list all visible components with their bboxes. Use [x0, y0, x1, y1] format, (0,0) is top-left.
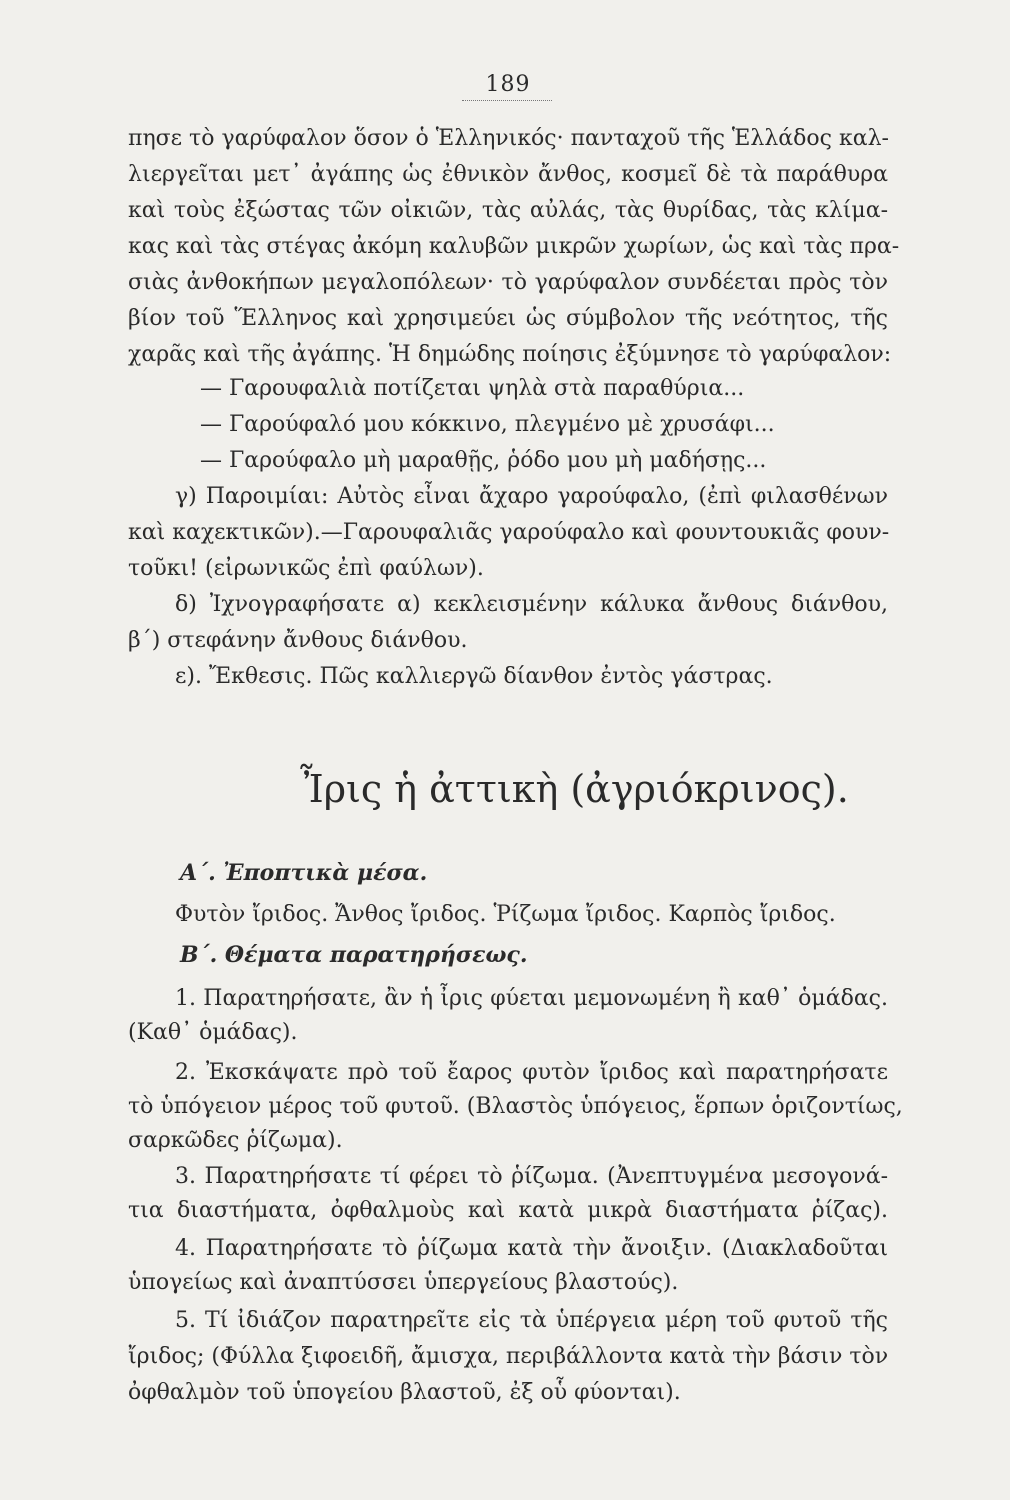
paragraph-line: κας καὶ τὰς στέγας ἀκόμη καλυβῶν μικρῶν χωρίων, ὡς καὶ τὰς πρα-: [128, 234, 900, 259]
song-line: — Γαρούφαλό μου κόκκινο, πλεγμένο μὲ χρυσάφι...: [200, 412, 775, 437]
question-line: τὸ ὑπόγειον μέρος τοῦ φυτοῦ. (Βλαστὸς ὑπόγειος, ἕρπων ὁριζοντίως,: [128, 1094, 903, 1119]
subsection-a-text: Φυτὸν ἴριδος. Ἄνθος ἴριδος. Ῥίζωμα ἴριδος. Καρπὸς ἴριδος.: [175, 902, 836, 927]
question-line: 3. Παρατηρήσατε τί φέρει τὸ ῥίζωμα. (Ἀνεπτυγμένα μεσογονά-: [175, 1164, 888, 1189]
task-line: ε). Ἔκθεσις. Πῶς καλλιεργῶ δίανθον ἐντὸς γάστρας.: [175, 664, 773, 689]
question-line: 4. Παρατηρήσατε τὸ ῥίζωμα κατὰ τὴν ἄνοιξιν. (Διακλαδοῦται: [175, 1236, 888, 1261]
question-line: ὀφθαλμὸν τοῦ ὑπογείου βλαστοῦ, ἐξ οὗ φύονται).: [128, 1380, 681, 1405]
question-line: ὑπογείως καὶ ἀναπτύσσει ὑπεργείους βλαστούς).: [128, 1270, 679, 1295]
question-line: 5. Τί ἰδιάζον παρατηρεῖτε εἰς τὰ ὑπέργεια μέρη τοῦ φυτοῦ τῆς: [175, 1308, 888, 1333]
question-line: 2. Ἐκσκάψατε πρὸ τοῦ ἔαρος φυτὸν ἴριδος καὶ παρατηρήσατε: [175, 1060, 888, 1085]
paragraph-line: λιεργεῖται μετ᾽ ἀγάπης ὡς ἐθνικὸν ἄνθος, κοσμεῖ δὲ τὰ παράθυρα: [128, 162, 888, 187]
question-line: σαρκῶδες ῥίζωμα).: [128, 1128, 343, 1153]
question-line: (Καθ᾽ ὁμάδας).: [128, 1020, 298, 1045]
question-line: 1. Παρατηρήσατε, ἂν ἡ ἶρις φύεται μεμονωμένη ἢ καθ᾽ ὁμάδας.: [175, 986, 888, 1011]
question-line: τια διαστήματα, ὀφθαλμοὺς καὶ κατὰ μικρὰ διαστήματα ῥίζας).: [128, 1198, 888, 1223]
proverbs-line: τοῦκι! (εἰρωνικῶς ἐπὶ φαύλων).: [128, 556, 484, 581]
paragraph-line: πησε τὸ γαρύφαλον ὅσον ὁ Ἑλληνικός· πανταχοῦ τῆς Ἑλλάδος καλ-: [128, 126, 889, 151]
task-line: δ) Ἰχνογραφήσατε α) κεκλεισμένην κάλυκα ἄνθους διάνθου,: [175, 592, 888, 617]
page-number-rule: [462, 100, 552, 101]
page-number: 189: [485, 72, 531, 97]
paragraph-line: χαρᾶς καὶ τῆς ἀγάπης. Ἡ δημώδης ποίησις ἐξύμνησε τὸ γαρύφαλον:: [128, 342, 892, 367]
proverbs-line: γ) Παροιμίαι: Αὐτὸς εἶναι ἄχαρο γαρούφαλο, (ἐπὶ φιλασθένων: [175, 484, 888, 509]
proverbs-line: καὶ καχεκτικῶν).—Γαρουφαλιᾶς γαρούφαλο καὶ φουντουκιᾶς φουν-: [128, 520, 890, 545]
section-title: Ἶρις ἡ ἀττικὴ (ἀγριόκρινος).: [300, 767, 849, 811]
paragraph-line: σιὰς ἀνθοκήπων μεγαλοπόλεων· τὸ γαρύφαλον συνδέεται πρὸς τὸν: [128, 270, 888, 295]
paragraph-line: καὶ τοὺς ἐξώστας τῶν οἰκιῶν, τὰς αὐλάς, τὰς θυρίδας, τὰς κλίμα-: [128, 198, 888, 223]
subsection-b-heading: Β´. Θέματα παρατηρήσεως.: [180, 942, 528, 968]
paragraph-line: βίον τοῦ Ἕλληνος καὶ χρησιμεύει ὡς σύμβολον τῆς νεότητος, τῆς: [128, 306, 888, 331]
song-line: — Γαρουφαλιὰ ποτίζεται ψηλὰ στὰ παραθύρια...: [200, 376, 745, 401]
question-line: ἴριδος; (Φύλλα ξιφοειδῆ, ἄμισχα, περιβάλλοντα κατὰ τὴν βάσιν τὸν: [128, 1344, 889, 1369]
subsection-a-heading: Α´. Ἐποπτικὰ μέσα.: [180, 860, 428, 886]
task-line: β´) στεφάνην ἄνθους διάνθου.: [128, 628, 468, 653]
song-line: — Γαρούφαλο μὴ μαραθῇς, ῥόδο μου μὴ μαδήσῃς...: [200, 448, 767, 473]
